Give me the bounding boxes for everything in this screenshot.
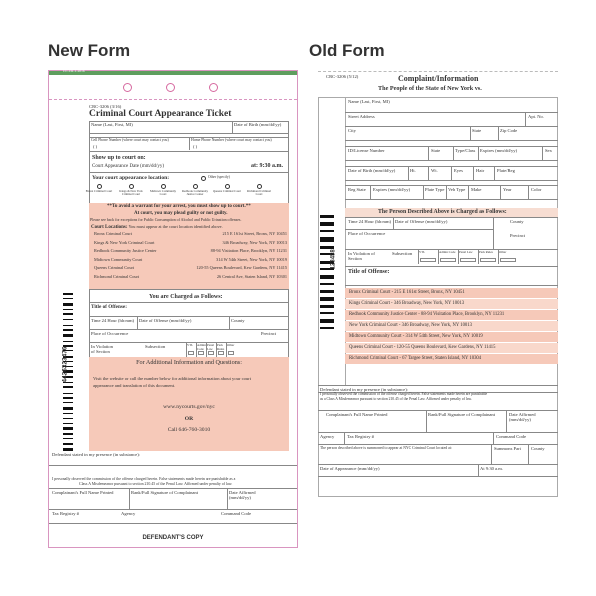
barcode-bar bbox=[320, 305, 334, 308]
old-date-affirmed-label: Date Affirmed (mm/dd/yy) bbox=[509, 412, 536, 423]
divider bbox=[428, 166, 429, 180]
barcode-bar bbox=[63, 341, 73, 342]
law-code-label: Admin Code bbox=[439, 250, 456, 254]
info-text-2: appearance and translation of this document. bbox=[93, 383, 176, 388]
law-code-label: Other bbox=[227, 343, 235, 347]
old-reg-state-label: Reg State bbox=[348, 187, 366, 192]
law-code-checkbox[interactable] bbox=[218, 351, 224, 355]
divider bbox=[528, 185, 529, 199]
old-state-label: State bbox=[472, 128, 482, 133]
perforation-line bbox=[49, 99, 297, 100]
old-make-label: Make bbox=[471, 187, 482, 192]
observed-line-1: I personally observed the commission of the offense charged herein. False statements made herein are punishable as a bbox=[52, 477, 236, 481]
old-ht-label: Ht. bbox=[410, 168, 416, 173]
form-title: Criminal Court Appearance Ticket bbox=[89, 109, 232, 119]
court-locations-heading bbox=[91, 225, 223, 231]
barcode-bar bbox=[63, 448, 73, 451]
old-court-row-text: Queens Criminal Court - 120-55 Queens Boulevard, Kew Gardens, NY 11415 bbox=[349, 345, 496, 350]
divider bbox=[470, 126, 471, 140]
divider bbox=[423, 185, 424, 199]
old-barcode bbox=[320, 215, 334, 340]
divider bbox=[89, 172, 289, 173]
location-label: Your court appearance location: bbox=[92, 175, 170, 181]
barcode-bar bbox=[63, 397, 73, 399]
court-location-address: 120-55 Queens Boulevard, Kew Gardens, NY 11415 bbox=[196, 265, 287, 270]
divider bbox=[89, 302, 289, 303]
court-location-address: 314 W 54th Street, New York, NY 10019 bbox=[216, 256, 287, 262]
divider bbox=[89, 151, 289, 152]
form-id: CRC-3206 (3/16) bbox=[89, 104, 122, 109]
subsection-label: Subsection bbox=[145, 344, 166, 349]
old-apt-label: Apt. No. bbox=[528, 114, 544, 119]
old-defendant-stated-label: Defendant stated in my presence (in substance): bbox=[320, 387, 409, 392]
barcode-bar bbox=[320, 297, 334, 301]
divider bbox=[345, 217, 558, 218]
show-up-label: Show up to court on: bbox=[92, 155, 146, 161]
complainant-label: Complainant's Full Name Printed bbox=[52, 490, 114, 495]
law-code-checkbox[interactable] bbox=[208, 351, 214, 355]
barcode-bar bbox=[63, 313, 73, 315]
name-label: Name (Last, First, MI) bbox=[91, 122, 133, 127]
defendant-stated-label: Defendant stated in my presence (in substance): bbox=[52, 452, 141, 457]
divider bbox=[493, 217, 494, 249]
old-violation-label: In Violation of Section bbox=[348, 251, 375, 262]
divider bbox=[49, 523, 297, 524]
divider bbox=[428, 146, 429, 160]
divider bbox=[408, 166, 409, 180]
top-strip-code: CC-CR-1-2016 bbox=[63, 69, 85, 73]
law-code-checkbox[interactable] bbox=[460, 258, 476, 262]
perforation-hole bbox=[166, 83, 175, 92]
location-other-radio[interactable] bbox=[201, 176, 206, 181]
barcode-bar bbox=[320, 290, 334, 293]
court-location-name: Kings & New York Criminal Court bbox=[94, 239, 155, 245]
barcode-bar bbox=[320, 222, 334, 226]
old-eyes-label: Eyes bbox=[454, 168, 463, 173]
court-radio-label: Kings & New York Criminal Court bbox=[119, 189, 143, 197]
serial-number: 4426323476 bbox=[61, 346, 69, 383]
old-form-id: CRC-3206 (5/12) bbox=[326, 74, 359, 79]
rank-label: Rank/Full Signature of Complainant bbox=[131, 490, 198, 495]
old-tax-registry-label: Tax Registry # bbox=[347, 434, 374, 439]
cell-phone-label: Cell Phone Number (where court may contact you) bbox=[91, 138, 169, 142]
court-radio-label: Richmond Criminal Court bbox=[247, 189, 271, 197]
old-agency-label: Agency bbox=[320, 434, 335, 439]
old-plate-reg-label: Plate/Reg bbox=[497, 168, 515, 173]
barcode-bar bbox=[320, 230, 334, 232]
old-color-label: Color bbox=[531, 187, 542, 192]
precinct-label: Precinct bbox=[261, 331, 277, 336]
divider bbox=[229, 316, 230, 329]
old-command-code-label: Command Code bbox=[496, 434, 526, 439]
barcode-bar bbox=[63, 329, 73, 331]
old-observed-line-1: I personally observed the commission of the offense charged herein. False statements made herein are punishable bbox=[320, 392, 488, 396]
old-wt-label: Wt. bbox=[431, 168, 438, 173]
old-at-930-label: At 9:30 a.m. bbox=[480, 466, 503, 471]
divider bbox=[345, 126, 558, 127]
court-location-address: 346 Broadway, New York, NY 10013 bbox=[222, 239, 287, 245]
old-id-label: ID/License Number bbox=[348, 148, 385, 153]
law-code-label: VTL bbox=[187, 343, 194, 347]
law-code-label: Penal Law bbox=[207, 343, 215, 351]
divider bbox=[393, 217, 394, 229]
old-appearance-label: Date of Appearance (mm/dd/yy) bbox=[320, 466, 380, 471]
barcode-bar bbox=[320, 215, 334, 218]
law-code-label: Admin Code bbox=[197, 343, 206, 351]
law-code-label: Other bbox=[499, 250, 507, 254]
divider bbox=[426, 410, 427, 432]
old-court-row-text: New York Criminal Court - 346 Broadway, New York, NY 10013 bbox=[349, 323, 472, 328]
court-radio-label: Midtown Community Court bbox=[149, 189, 177, 197]
warrant-line-3: Please see back for exceptions for Public Consumption of Alcohol and Public Urination offenses. bbox=[90, 218, 242, 222]
barcode-bar bbox=[63, 298, 73, 299]
warrant-line-1: **To avoid a warrant for your arrest, you must show up to court.** bbox=[107, 204, 251, 209]
divider bbox=[478, 464, 479, 476]
old-hair-label: Hair bbox=[476, 168, 485, 173]
old-form bbox=[318, 70, 558, 497]
info-title: For Additional Information and Questions: bbox=[136, 359, 242, 366]
divider bbox=[345, 266, 558, 267]
barcode-bar bbox=[63, 325, 73, 326]
divider bbox=[345, 160, 558, 161]
warrant-line-2: At court, you may plead guilty or not guilty. bbox=[134, 211, 228, 216]
perforation-hole bbox=[123, 83, 132, 92]
divider bbox=[345, 140, 558, 141]
new-form bbox=[48, 70, 298, 548]
divider bbox=[318, 410, 558, 411]
barcode-bar bbox=[63, 423, 73, 424]
divider bbox=[89, 316, 289, 317]
law-code-label: Park Rules bbox=[479, 250, 493, 254]
court-radio-label: Bronx Criminal Court bbox=[85, 189, 113, 193]
old-summoned-label: The person described above is summoned to appear at NYC Criminal Court located at: bbox=[320, 446, 452, 450]
old-charged-title: The Person Described Above is Charged as Follows: bbox=[378, 209, 507, 215]
barcode-bar bbox=[63, 386, 73, 388]
divider bbox=[500, 185, 501, 199]
barcode-bar bbox=[63, 443, 73, 445]
divider bbox=[493, 432, 494, 444]
court-location-address: 26 Central Ave, Staten Island, NY 10301 bbox=[216, 273, 287, 279]
place-label: Place of Occurrence bbox=[91, 331, 129, 336]
divider bbox=[318, 385, 558, 386]
old-form-heading: Old Form bbox=[309, 41, 385, 60]
divider bbox=[478, 146, 479, 160]
barcode-bar bbox=[63, 334, 73, 337]
law-code-checkbox[interactable] bbox=[480, 258, 496, 262]
divider bbox=[525, 112, 526, 126]
barcode-bar bbox=[320, 283, 334, 285]
old-state2-label: State bbox=[431, 148, 441, 153]
law-code-checkbox[interactable] bbox=[198, 351, 204, 355]
court-location-address: 88-94 Visitation Place, Brooklyn, NY 11231 bbox=[210, 248, 287, 253]
date-affirmed-label: Date Affirmed (mm/dd/yy) bbox=[229, 490, 256, 501]
divider bbox=[453, 146, 454, 160]
divider bbox=[468, 185, 469, 199]
date-offense-label: Date of Offense (mm/dd/yy) bbox=[139, 318, 192, 323]
home-phone-label: Home Phone Number (where court may contact you) bbox=[191, 138, 272, 142]
divider bbox=[318, 444, 558, 445]
divider bbox=[318, 432, 558, 433]
law-code-checkbox[interactable] bbox=[500, 258, 516, 262]
perforation-hole bbox=[209, 83, 218, 92]
old-form-top-edge bbox=[318, 71, 558, 72]
old-dob-label: Date of Birth (mm/dd/yy) bbox=[348, 168, 396, 173]
divider bbox=[446, 185, 447, 199]
divider bbox=[49, 509, 297, 510]
law-code-checkbox[interactable] bbox=[440, 258, 456, 262]
divider bbox=[89, 133, 289, 134]
divider bbox=[318, 464, 558, 465]
court-radio-label: Redhook Community Justice Center bbox=[182, 189, 208, 197]
barcode-bar bbox=[63, 319, 73, 320]
divider bbox=[506, 410, 507, 432]
violation-label: In Violation of Section bbox=[91, 344, 113, 355]
barcode-bar bbox=[320, 327, 334, 329]
command-code-label: Command Code bbox=[221, 511, 251, 516]
divider bbox=[89, 289, 289, 290]
info-phone: Call 646-760-3010 bbox=[167, 427, 211, 433]
old-time-24-label: Time 24 Hour (hh:mm) bbox=[348, 219, 392, 224]
old-sex-label: Sex bbox=[545, 148, 552, 153]
barcode-bar bbox=[63, 413, 73, 414]
divider bbox=[542, 146, 543, 160]
observed-line-2: Class A Misdemeanor pursuant to section 210.45 of the Penal Law. Affirmed under penalty of law. bbox=[79, 482, 233, 486]
old-court-row-text: Kings Criminal Court - 346 Broadway, New York, NY 10013 bbox=[349, 301, 465, 306]
divider bbox=[451, 166, 452, 180]
old-court-row-text: Richmond Criminal Court - 67 Targee Street, Staten Island, NY 10304 bbox=[349, 356, 482, 361]
info-website-link[interactable]: www.nycourts.gov/nyc bbox=[163, 404, 215, 410]
divider bbox=[49, 465, 297, 466]
charged-title: You are Charged as Follows: bbox=[149, 294, 223, 300]
old-county2-label: County bbox=[531, 446, 545, 451]
barcode-bar bbox=[63, 303, 73, 306]
divider bbox=[345, 185, 558, 186]
old-summons-part-label: Summons Part bbox=[494, 446, 521, 451]
court-location-address: 215 E 161st Street, Bronx, NY 10451 bbox=[222, 231, 287, 236]
old-form-title: Complaint/Information bbox=[398, 74, 479, 83]
old-street-label: Street Address bbox=[348, 114, 375, 119]
barcode-bar bbox=[63, 309, 73, 310]
divider bbox=[227, 488, 228, 509]
dob-label: Date of Birth (mm/dd/yy) bbox=[234, 122, 282, 127]
court-location-name: Queens Criminal Court bbox=[94, 265, 135, 270]
new-form-top-strip bbox=[49, 71, 297, 75]
title-offense-label: Title of Offense: bbox=[91, 304, 127, 310]
court-locations-title: Court Locations: bbox=[91, 225, 128, 230]
divider bbox=[345, 199, 558, 200]
divider bbox=[491, 444, 492, 464]
barcode-bar bbox=[63, 393, 73, 394]
barcode-bar bbox=[320, 319, 334, 323]
barcode-bar bbox=[63, 433, 73, 435]
old-court-row-text: Midtown Community Court - 314 W 54th Street, New York, NY 10019 bbox=[349, 334, 483, 339]
divider bbox=[129, 488, 130, 509]
old-date-offense-label: Date of Offense (mm/dd/yy) bbox=[395, 219, 448, 224]
divider bbox=[344, 432, 345, 444]
divider bbox=[528, 444, 529, 464]
divider bbox=[370, 185, 371, 199]
barcode-bar bbox=[63, 402, 73, 403]
old-year-label: Year bbox=[503, 187, 512, 192]
old-county-label: County bbox=[510, 219, 524, 224]
old-observed-line-2: as a Class A Misdemeanor pursuant to section 210.45 of the Penal Law. Affirmed under penalty of law. bbox=[320, 397, 472, 401]
location-other-label: Other (specify) bbox=[208, 175, 230, 179]
appearance-date-label: Court Appearance Date (mm/dd/yy) bbox=[92, 164, 165, 169]
divider bbox=[345, 180, 558, 181]
old-place-label: Place of Occurrence bbox=[348, 231, 386, 236]
old-city-label: City bbox=[348, 128, 356, 133]
old-court-row-text: Bronx Criminal Court - 215 E 161st Street, Bronx, NY 10451 bbox=[349, 290, 465, 295]
court-location-name: Richmond Criminal Court bbox=[94, 273, 140, 279]
divider bbox=[345, 146, 558, 147]
law-code-checkbox[interactable] bbox=[188, 351, 194, 355]
old-serial-number: 123458 bbox=[330, 249, 337, 270]
law-code-label: Penal Law bbox=[459, 250, 473, 254]
divider bbox=[89, 329, 289, 330]
old-veh-type-label: Veh Type bbox=[448, 187, 466, 192]
barcode-bar bbox=[63, 418, 73, 419]
barcode-bar bbox=[63, 293, 73, 295]
old-expires2-label: Expires (mm/dd/yy) bbox=[373, 187, 411, 192]
court-location-name: Midtown Community Court bbox=[94, 256, 143, 262]
barcode-bar bbox=[320, 312, 334, 314]
old-name-label: Name (Last, First, MI) bbox=[348, 99, 390, 104]
tax-registry-label: Tax Registry # bbox=[52, 511, 79, 516]
court-location-name: Redhook Community Justice Center bbox=[94, 248, 157, 253]
divider bbox=[49, 488, 297, 489]
court-location-name: Bronx Criminal Court bbox=[94, 231, 132, 236]
divider bbox=[137, 316, 138, 329]
defendants-copy-footer: DEFENDANT'S COPY bbox=[142, 535, 204, 541]
divider bbox=[494, 166, 495, 180]
barcode-bar bbox=[63, 407, 73, 410]
court-radio-label: Queens Criminal Court bbox=[213, 189, 241, 193]
law-code-label: VTL bbox=[419, 250, 426, 254]
time-24-label: Time 24 Hour (hh:mm) bbox=[91, 318, 135, 323]
info-text-1: Visit the website or call the number below for additional information about your court bbox=[93, 376, 252, 381]
cell-phone-paren: ( ) bbox=[93, 144, 98, 149]
old-subsection-label: Subsection bbox=[392, 251, 413, 256]
divider bbox=[345, 285, 558, 286]
divider bbox=[232, 121, 233, 133]
agency-label: Agency bbox=[121, 511, 136, 516]
divider bbox=[473, 166, 474, 180]
old-zip-label: Zip Code bbox=[500, 128, 518, 133]
law-code-label: Park Rules bbox=[217, 343, 225, 351]
divider bbox=[345, 229, 493, 230]
divider bbox=[318, 476, 558, 477]
law-code-checkbox[interactable] bbox=[420, 258, 436, 262]
divider bbox=[189, 137, 190, 150]
info-or: OR bbox=[184, 416, 194, 422]
old-court-row-text: Redhook Community Justice Center - 88-94 Visitation Place, Brooklyn, NY 11231 bbox=[349, 312, 505, 317]
divider bbox=[498, 126, 499, 140]
old-precinct-label: Precinct bbox=[510, 233, 526, 238]
old-title-offense-label: Title of Offense: bbox=[348, 269, 390, 275]
barcode-bar bbox=[63, 438, 73, 439]
old-expires-label: Expires (mm/dd/yy) bbox=[480, 148, 518, 153]
county-label: County bbox=[231, 318, 245, 323]
old-type-class-label: Type/Class bbox=[455, 148, 476, 153]
barcode-bar bbox=[63, 427, 73, 430]
court-locations-note: You must appear at the court location identified above. bbox=[128, 224, 223, 229]
old-form-subtitle: The People of the State of New York vs. bbox=[378, 85, 482, 92]
barcode-bar bbox=[320, 275, 334, 279]
old-complainant-label: Complainant's Full Name Printed bbox=[326, 412, 388, 417]
home-phone-paren: ( ) bbox=[193, 144, 198, 149]
law-code-checkbox[interactable] bbox=[228, 351, 234, 355]
divider bbox=[345, 112, 558, 113]
old-rank-label: Rank/Full Signature of Complainant bbox=[428, 412, 495, 417]
barcode-bar bbox=[320, 237, 334, 242]
appearance-time: at: 9:30 a.m. bbox=[251, 163, 283, 169]
old-plate-type-label: Plate Type bbox=[425, 187, 445, 192]
new-form-heading: New Form bbox=[48, 41, 131, 60]
